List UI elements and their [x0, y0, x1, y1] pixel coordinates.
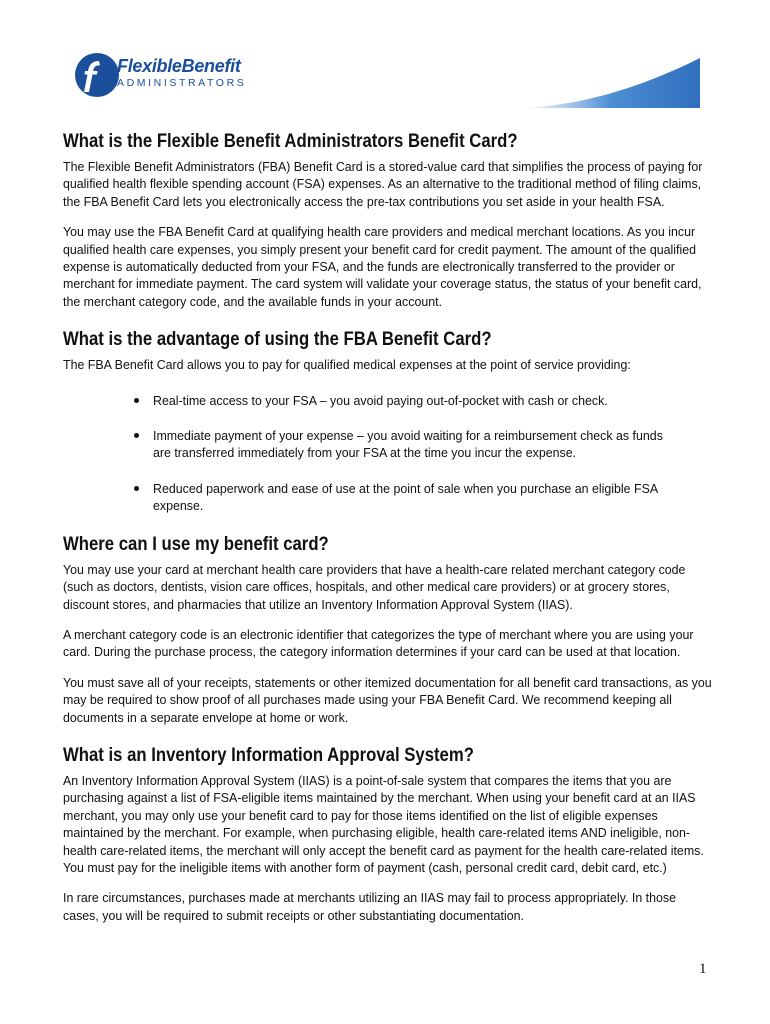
bullet-icon: [134, 398, 139, 403]
list-item-text: Real-time access to your FSA – you avoid paying out-of-pocket with cash or check.: [153, 392, 608, 408]
paragraph: You may use the FBA Benefit Card at qualifying health care providers and medical merchant locations. As you incur qualified health care expenses, you simply present your benefit card for credit payment. The amount of the qualified expense is automatically deducted from your FSA, and the funds are electronically transferred to the provider or merchant for immediate payment. The card system will validate your coverage status, the status of your benefit card, the merchant category code, and the available funds in your account.: [63, 224, 702, 309]
list-item-text: Immediate payment of your expense – you avoid waiting for a reimbursement check as funds are transferred immediately from your FSA at the time you incur the expense.: [153, 428, 663, 461]
section-heading-advantage: What is the advantage of using the FBA Benefit Card?: [63, 329, 492, 351]
paragraph: The FBA Benefit Card allows you to pay for qualified medical expenses at the point of service providing:: [63, 357, 631, 373]
paragraph: A merchant category code is an electronic identifier that categorizes the type of merchant where you are using your card. During the purchase process, the category information determines if your card can be used at that location.: [63, 626, 694, 660]
paragraph: You may use your card at merchant health care providers that have a health-care related merchant category code (such as doctors, dentists, vision care offices, hospitals, and other medical care providers) or at grocery stores, discount stores, and pharmacies that utilize an Inventory Information Approval System (IIAS).: [63, 561, 686, 612]
fba-logo-icon: [74, 52, 120, 98]
page-number: 1: [699, 961, 707, 977]
bullet-icon: [134, 486, 139, 491]
list-item: [63, 427, 711, 462]
logo-name: FlexibleBenefit: [117, 56, 241, 76]
logo-subtitle: ADMINISTRATORS: [117, 77, 247, 89]
document-body: [63, 130, 711, 924]
document-header: [0, 0, 770, 110]
list-item: [63, 480, 711, 515]
list-item: [63, 392, 711, 409]
list-item-text: Reduced paperwork and ease of use at the point of sale when you purchase an eligible FSA expense.: [153, 480, 658, 514]
advantages-list: [63, 392, 711, 515]
paragraph: In rare circumstances, purchases made at merchants utilizing an IIAS may fail to process appropriately. In those cases, you will be required to submit receipts or other substantiating documentation.: [63, 890, 676, 923]
section-heading-benefit-card: What is the Flexible Benefit Administrators Benefit Card?: [63, 131, 518, 152]
paragraph: An Inventory Information Approval System (IIAS) is a point-of-sale system that compares the items that you are purchasing against a list of FSA-eligible items maintained by the merchant. When using your benefit card at an IIAS merchant, you may only use your benefit card to pay for those items identified on the list of eligible expenses maintained by the merchant. For example, when purchasing eligible, health care-related items AND ineligible, non-health care-related items, the merchant will only accept the benefit card as payment for the health care-related items. You must pay for the ineligible items with another form of payment (cash, personal credit card, debit card, etc.): [63, 772, 704, 875]
paragraph: The Flexible Benefit Administrators (FBA) Benefit Card is a stored-value card that simplifies the process of paying for qualified health flexible spending account (FSA) expenses. As an alternative to the traditional method of filing claims, the FBA Benefit Card lets you electronically access the pre-tax contributions you set aside in your health FSA.: [63, 159, 703, 209]
bullet-icon: [134, 433, 139, 438]
header-swoosh-graphic: [520, 58, 700, 108]
section-heading-iias: What is an Inventory Information Approval System?: [63, 744, 474, 766]
section-heading-where-to-use: Where can I use my benefit card?: [63, 533, 329, 555]
logo-wordmark: [117, 57, 246, 89]
paragraph: You must save all of your receipts, statements or other itemized documentation for all benefit card transactions, as you may be required to show proof of all purchases made using your FBA Benefit Card. We recommend keeping all documents in a separate envelope at home or work.: [63, 674, 712, 725]
